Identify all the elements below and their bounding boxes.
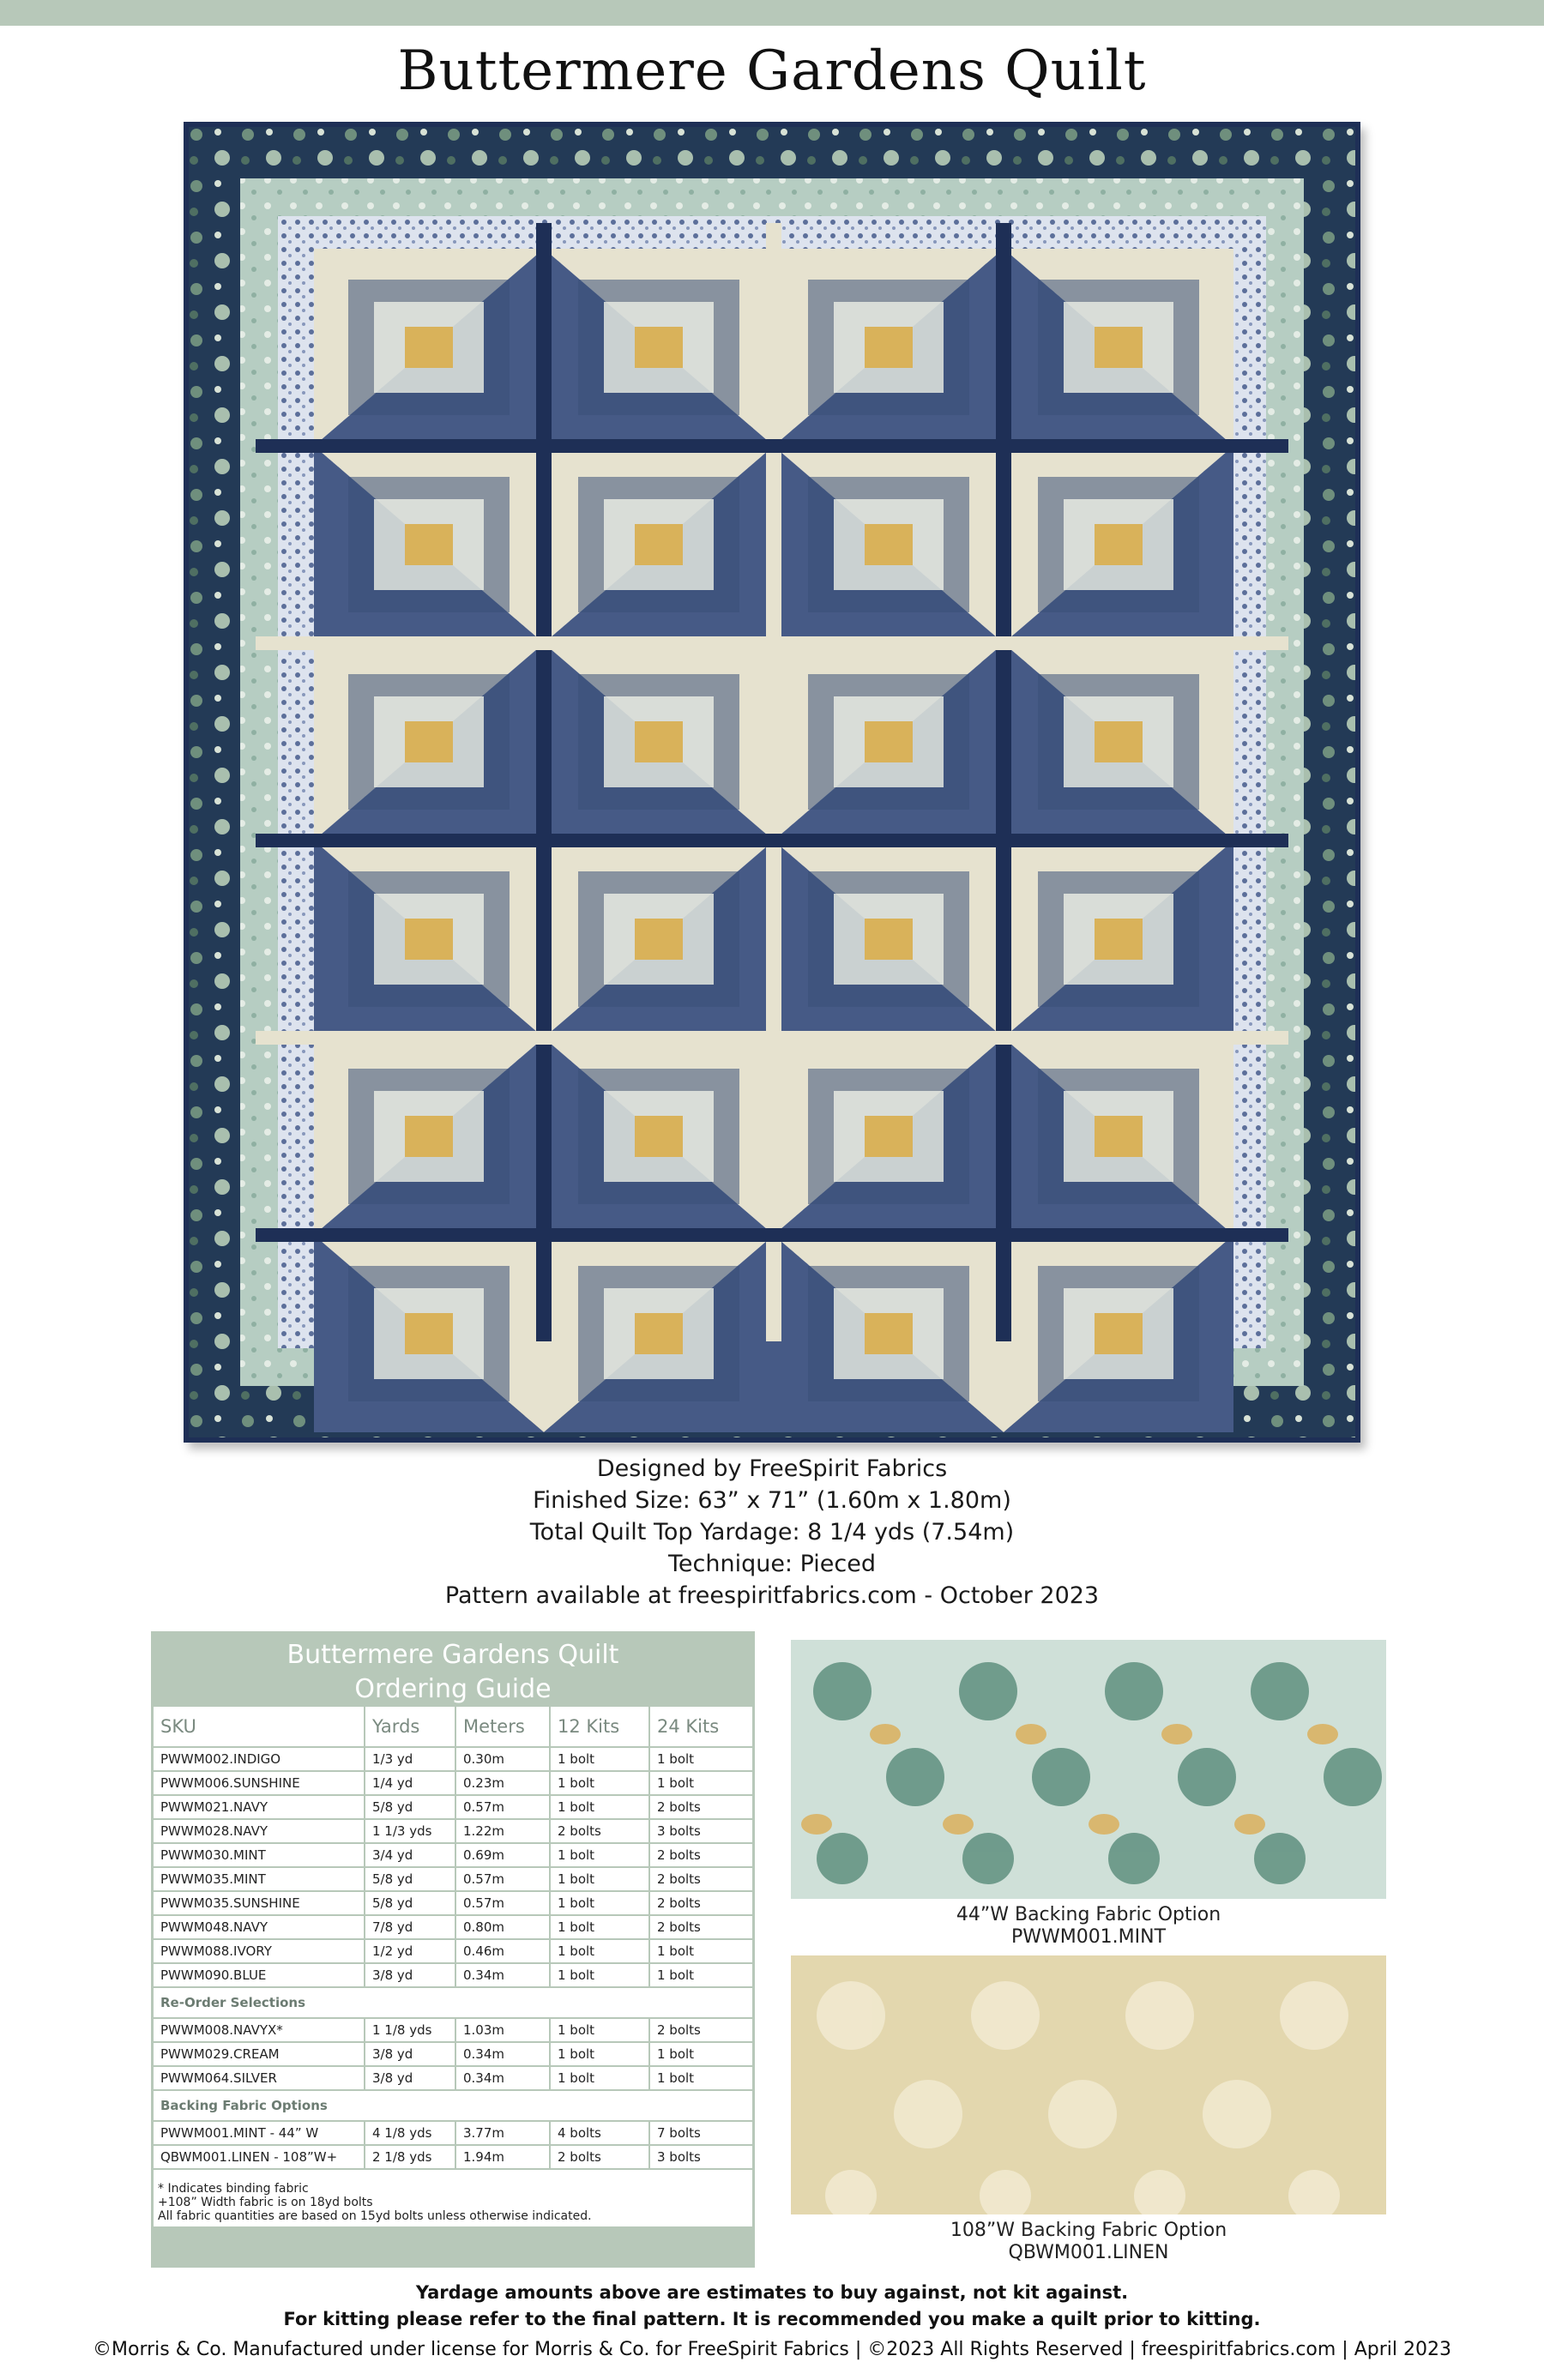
block-center: [405, 1313, 453, 1354]
quilt-block: [314, 1038, 544, 1235]
cell-24kits: 3 bolts: [649, 2145, 752, 2169]
col-header-meters: Meters: [455, 1707, 550, 1747]
cell-sku: QBWM001.LINEN - 108”W+: [154, 2145, 365, 2169]
cell-24kits: 1 bolt: [649, 1747, 752, 1771]
block-center: [635, 1116, 683, 1157]
quilt-block: [1004, 446, 1233, 643]
cell-yards: 3/8 yd: [365, 2042, 455, 2066]
table-row: [154, 2121, 752, 2145]
quilt-block: [544, 249, 774, 446]
table-row: [154, 2018, 752, 2042]
ordering-table: [154, 1707, 752, 2170]
availability-line: Pattern available at freespiritfabrics.com - October 2023: [444, 1582, 1100, 1609]
designer-line: Designed by FreeSpirit Fabrics: [596, 1455, 948, 1482]
backing-caption-mint: 44”W Backing Fabric Option PWWM001.MINT: [956, 1904, 1221, 1948]
cell-meters: 0.23m: [455, 1771, 550, 1795]
ordering-guide: [151, 1631, 755, 2268]
table-row: [154, 1891, 752, 1915]
cell-12kits: 1 bolt: [550, 1963, 649, 1987]
block-center: [635, 919, 683, 960]
sashing-horizontal: [256, 439, 1288, 453]
cell-24kits: 2 bolts: [649, 1867, 752, 1891]
table-row: [154, 2145, 752, 2169]
quilt-block: [314, 1235, 544, 1432]
yardage-line: Total Quilt Top Yardage: 8 1/4 yds (7.54m): [529, 1519, 1015, 1545]
quilt-block: [544, 841, 774, 1038]
cell-sku: PWWM035.SUNSHINE: [154, 1891, 365, 1915]
cell-sku: PWWM090.BLUE: [154, 1963, 365, 1987]
table-row: [154, 1963, 752, 1987]
cell-sku: PWWM001.MINT - 44” W: [154, 2121, 365, 2145]
quilt-block: [1004, 1038, 1233, 1235]
quilt-block: [1004, 841, 1233, 1038]
cell-12kits: 1 bolt: [550, 2066, 649, 2090]
quilt-block: [314, 249, 544, 446]
block-center: [1095, 721, 1143, 762]
block-center: [1095, 919, 1143, 960]
cell-24kits: 2 bolts: [649, 1891, 752, 1915]
cell-yards: 1 1/8 yds: [365, 2018, 455, 2042]
cell-sku: PWWM035.MINT: [154, 1867, 365, 1891]
table-header-row: [154, 1707, 752, 1747]
cell-sku: PWWM048.NAVY: [154, 1915, 365, 1939]
block-center: [405, 327, 453, 368]
quilt-block: [774, 1235, 1004, 1432]
cell-yards: 3/4 yd: [365, 1843, 455, 1867]
cell-12kits: 1 bolt: [550, 1843, 649, 1867]
cell-yards: 1/2 yd: [365, 1939, 455, 1963]
block-center: [635, 327, 683, 368]
cell-yards: 3/8 yd: [365, 1963, 455, 1987]
cell-12kits: 4 bolts: [550, 2121, 649, 2145]
table-row: [154, 1771, 752, 1795]
quilt-block: [544, 643, 774, 841]
block-center: [865, 721, 913, 762]
quilt-block: [774, 841, 1004, 1038]
cell-24kits: 2 bolts: [649, 2018, 752, 2042]
cell-meters: 1.03m: [455, 2018, 550, 2042]
block-center: [405, 524, 453, 565]
cell-24kits: 1 bolt: [649, 1963, 752, 1987]
ordering-guide-table-area: [154, 1707, 752, 2226]
quilt-block: [1004, 249, 1233, 446]
block-center: [635, 721, 683, 762]
cell-sku: PWWM006.SUNSHINE: [154, 1771, 365, 1795]
top-color-band: [0, 0, 1544, 26]
cell-yards: 1/4 yd: [365, 1771, 455, 1795]
quilt-block: [544, 1235, 774, 1432]
cell-yards: 2 1/8 yds: [365, 2145, 455, 2169]
table-row: [154, 1843, 752, 1867]
note-width: +108” Width fabric is on 18yd bolts: [158, 2196, 373, 2209]
quilt-block: [544, 446, 774, 643]
cell-sku: PWWM088.IVORY: [154, 1939, 365, 1963]
reorder-label: Re-Order Selections: [154, 1987, 752, 2018]
cell-sku: PWWM002.INDIGO: [154, 1747, 365, 1771]
block-center: [635, 524, 683, 565]
table-row: [154, 1747, 752, 1771]
quilt-block: [314, 841, 544, 1038]
note-binding: * Indicates binding fabric: [158, 2182, 309, 2196]
cell-meters: 0.57m: [455, 1867, 550, 1891]
section-row-backing: [154, 2090, 752, 2121]
backing-label: Backing Fabric Options: [154, 2090, 752, 2121]
cell-12kits: 1 bolt: [550, 1915, 649, 1939]
cell-24kits: 7 bolts: [649, 2121, 752, 2145]
cell-12kits: 1 bolt: [550, 1891, 649, 1915]
pattern-info: [0, 1453, 1544, 1612]
cell-12kits: 1 bolt: [550, 1771, 649, 1795]
cell-meters: 1.94m: [455, 2145, 550, 2169]
sashing-vertical: [536, 223, 552, 1341]
cell-yards: 3/8 yd: [365, 2066, 455, 2090]
cell-12kits: 1 bolt: [550, 1795, 649, 1819]
note-bolts: All fabric quantities are based on 15yd bolts unless otherwise indicated.: [158, 2209, 592, 2223]
cell-24kits: 1 bolt: [649, 2042, 752, 2066]
cell-12kits: 1 bolt: [550, 1867, 649, 1891]
cell-24kits: 3 bolts: [649, 1819, 752, 1843]
cell-sku: PWWM064.SILVER: [154, 2066, 365, 2090]
block-center: [1095, 524, 1143, 565]
cell-yards: 4 1/8 yds: [365, 2121, 455, 2145]
guide-notes: [158, 2182, 592, 2223]
quilt-block: [1004, 1235, 1233, 1432]
size-line: Finished Size: 63” x 71” (1.60m x 1.80m): [533, 1487, 1011, 1514]
sashing-vertical: [766, 223, 781, 1341]
backing-swatch-linen: [791, 1955, 1386, 2214]
block-center: [1095, 1313, 1143, 1354]
quilt-block: [1004, 643, 1233, 841]
cell-meters: 0.69m: [455, 1843, 550, 1867]
table-row: [154, 1867, 752, 1891]
cell-24kits: 2 bolts: [649, 1843, 752, 1867]
cell-sku: PWWM008.NAVYX*: [154, 2018, 365, 2042]
technique-line: Technique: Pieced: [667, 1551, 877, 1577]
cell-24kits: 2 bolts: [649, 1915, 752, 1939]
block-center: [635, 1313, 683, 1354]
quilt-block: [774, 643, 1004, 841]
table-row: [154, 1939, 752, 1963]
cell-yards: 5/8 yd: [365, 1867, 455, 1891]
cell-24kits: 1 bolt: [649, 1771, 752, 1795]
cell-12kits: 1 bolt: [550, 2042, 649, 2066]
backing-caption-linen: 108”W Backing Fabric Option QBWM001.LINEN: [950, 2220, 1227, 2263]
quilt-block: [774, 249, 1004, 446]
kitting-note: Yardage amounts above are estimates to buy against, not kit against. For kitting please refer to the final pattern. It is recommended you make a quilt prior to kitting.: [283, 2282, 1261, 2329]
cell-24kits: 1 bolt: [649, 2066, 752, 2090]
col-header-yards: Yards: [365, 1707, 455, 1747]
cell-sku: PWWM028.NAVY: [154, 1819, 365, 1843]
cell-yards: 1 1/3 yds: [365, 1819, 455, 1843]
ordering-guide-title: Buttermere Gardens Quilt Ordering Guide: [286, 1640, 619, 1704]
copyright-line: ©Morris & Co. Manufactured under license for Morris & Co. for FreeSpirit Fabrics | ©2023 All Rights Reserved | freespiritfabrics.com | April 2023: [93, 2339, 1451, 2360]
cell-sku: PWWM029.CREAM: [154, 2042, 365, 2066]
cell-meters: 0.80m: [455, 1915, 550, 1939]
block-center: [865, 327, 913, 368]
cell-meters: 0.46m: [455, 1939, 550, 1963]
quilt-block: [314, 643, 544, 841]
cell-meters: 0.30m: [455, 1747, 550, 1771]
block-center: [405, 919, 453, 960]
cell-sku: PWWM030.MINT: [154, 1843, 365, 1867]
cell-12kits: 2 bolts: [550, 2145, 649, 2169]
col-header-24kits: 24 Kits: [649, 1707, 752, 1747]
backing-swatch-mint: [791, 1640, 1386, 1899]
table-row: [154, 2066, 752, 2090]
cell-yards: 5/8 yd: [365, 1891, 455, 1915]
table-row: [154, 2042, 752, 2066]
cell-12kits: 2 bolts: [550, 1819, 649, 1843]
quilt-block: [774, 1038, 1004, 1235]
col-header-sku: SKU: [154, 1707, 365, 1747]
cell-meters: 0.34m: [455, 2066, 550, 2090]
quilt-block: [774, 446, 1004, 643]
cell-meters: 3.77m: [455, 2121, 550, 2145]
table-row: [154, 1819, 752, 1843]
cell-meters: 0.57m: [455, 1795, 550, 1819]
cell-12kits: 1 bolt: [550, 1747, 649, 1771]
sashing-horizontal: [256, 636, 1288, 650]
table-row: [154, 1795, 752, 1819]
cell-meters: 0.57m: [455, 1891, 550, 1915]
sashing-vertical: [996, 223, 1011, 1341]
cell-24kits: 2 bolts: [649, 1795, 752, 1819]
cell-meters: 0.34m: [455, 2042, 550, 2066]
block-center: [865, 919, 913, 960]
sashing-horizontal: [256, 1031, 1288, 1045]
sashing-horizontal: [256, 1228, 1288, 1242]
block-center: [1095, 327, 1143, 368]
table-row: [154, 1915, 752, 1939]
cell-yards: 1/3 yd: [365, 1747, 455, 1771]
col-header-12kits: 12 Kits: [550, 1707, 649, 1747]
cell-12kits: 1 bolt: [550, 1939, 649, 1963]
block-center: [405, 1116, 453, 1157]
block-center: [865, 1116, 913, 1157]
block-center: [865, 524, 913, 565]
section-row-reorder: [154, 1987, 752, 2018]
cell-sku: PWWM021.NAVY: [154, 1795, 365, 1819]
quilt-block: [314, 446, 544, 643]
cell-yards: 5/8 yd: [365, 1795, 455, 1819]
page-title: Buttermere Gardens Quilt: [397, 39, 1147, 103]
cell-24kits: 1 bolt: [649, 1939, 752, 1963]
quilt-image: [184, 122, 1360, 1443]
cell-yards: 7/8 yd: [365, 1915, 455, 1939]
quilt-block: [544, 1038, 774, 1235]
cell-12kits: 1 bolt: [550, 2018, 649, 2042]
block-center: [1095, 1116, 1143, 1157]
block-center: [865, 1313, 913, 1354]
sashing-horizontal: [256, 834, 1288, 847]
cell-meters: 0.34m: [455, 1963, 550, 1987]
block-center: [405, 721, 453, 762]
cell-meters: 1.22m: [455, 1819, 550, 1843]
